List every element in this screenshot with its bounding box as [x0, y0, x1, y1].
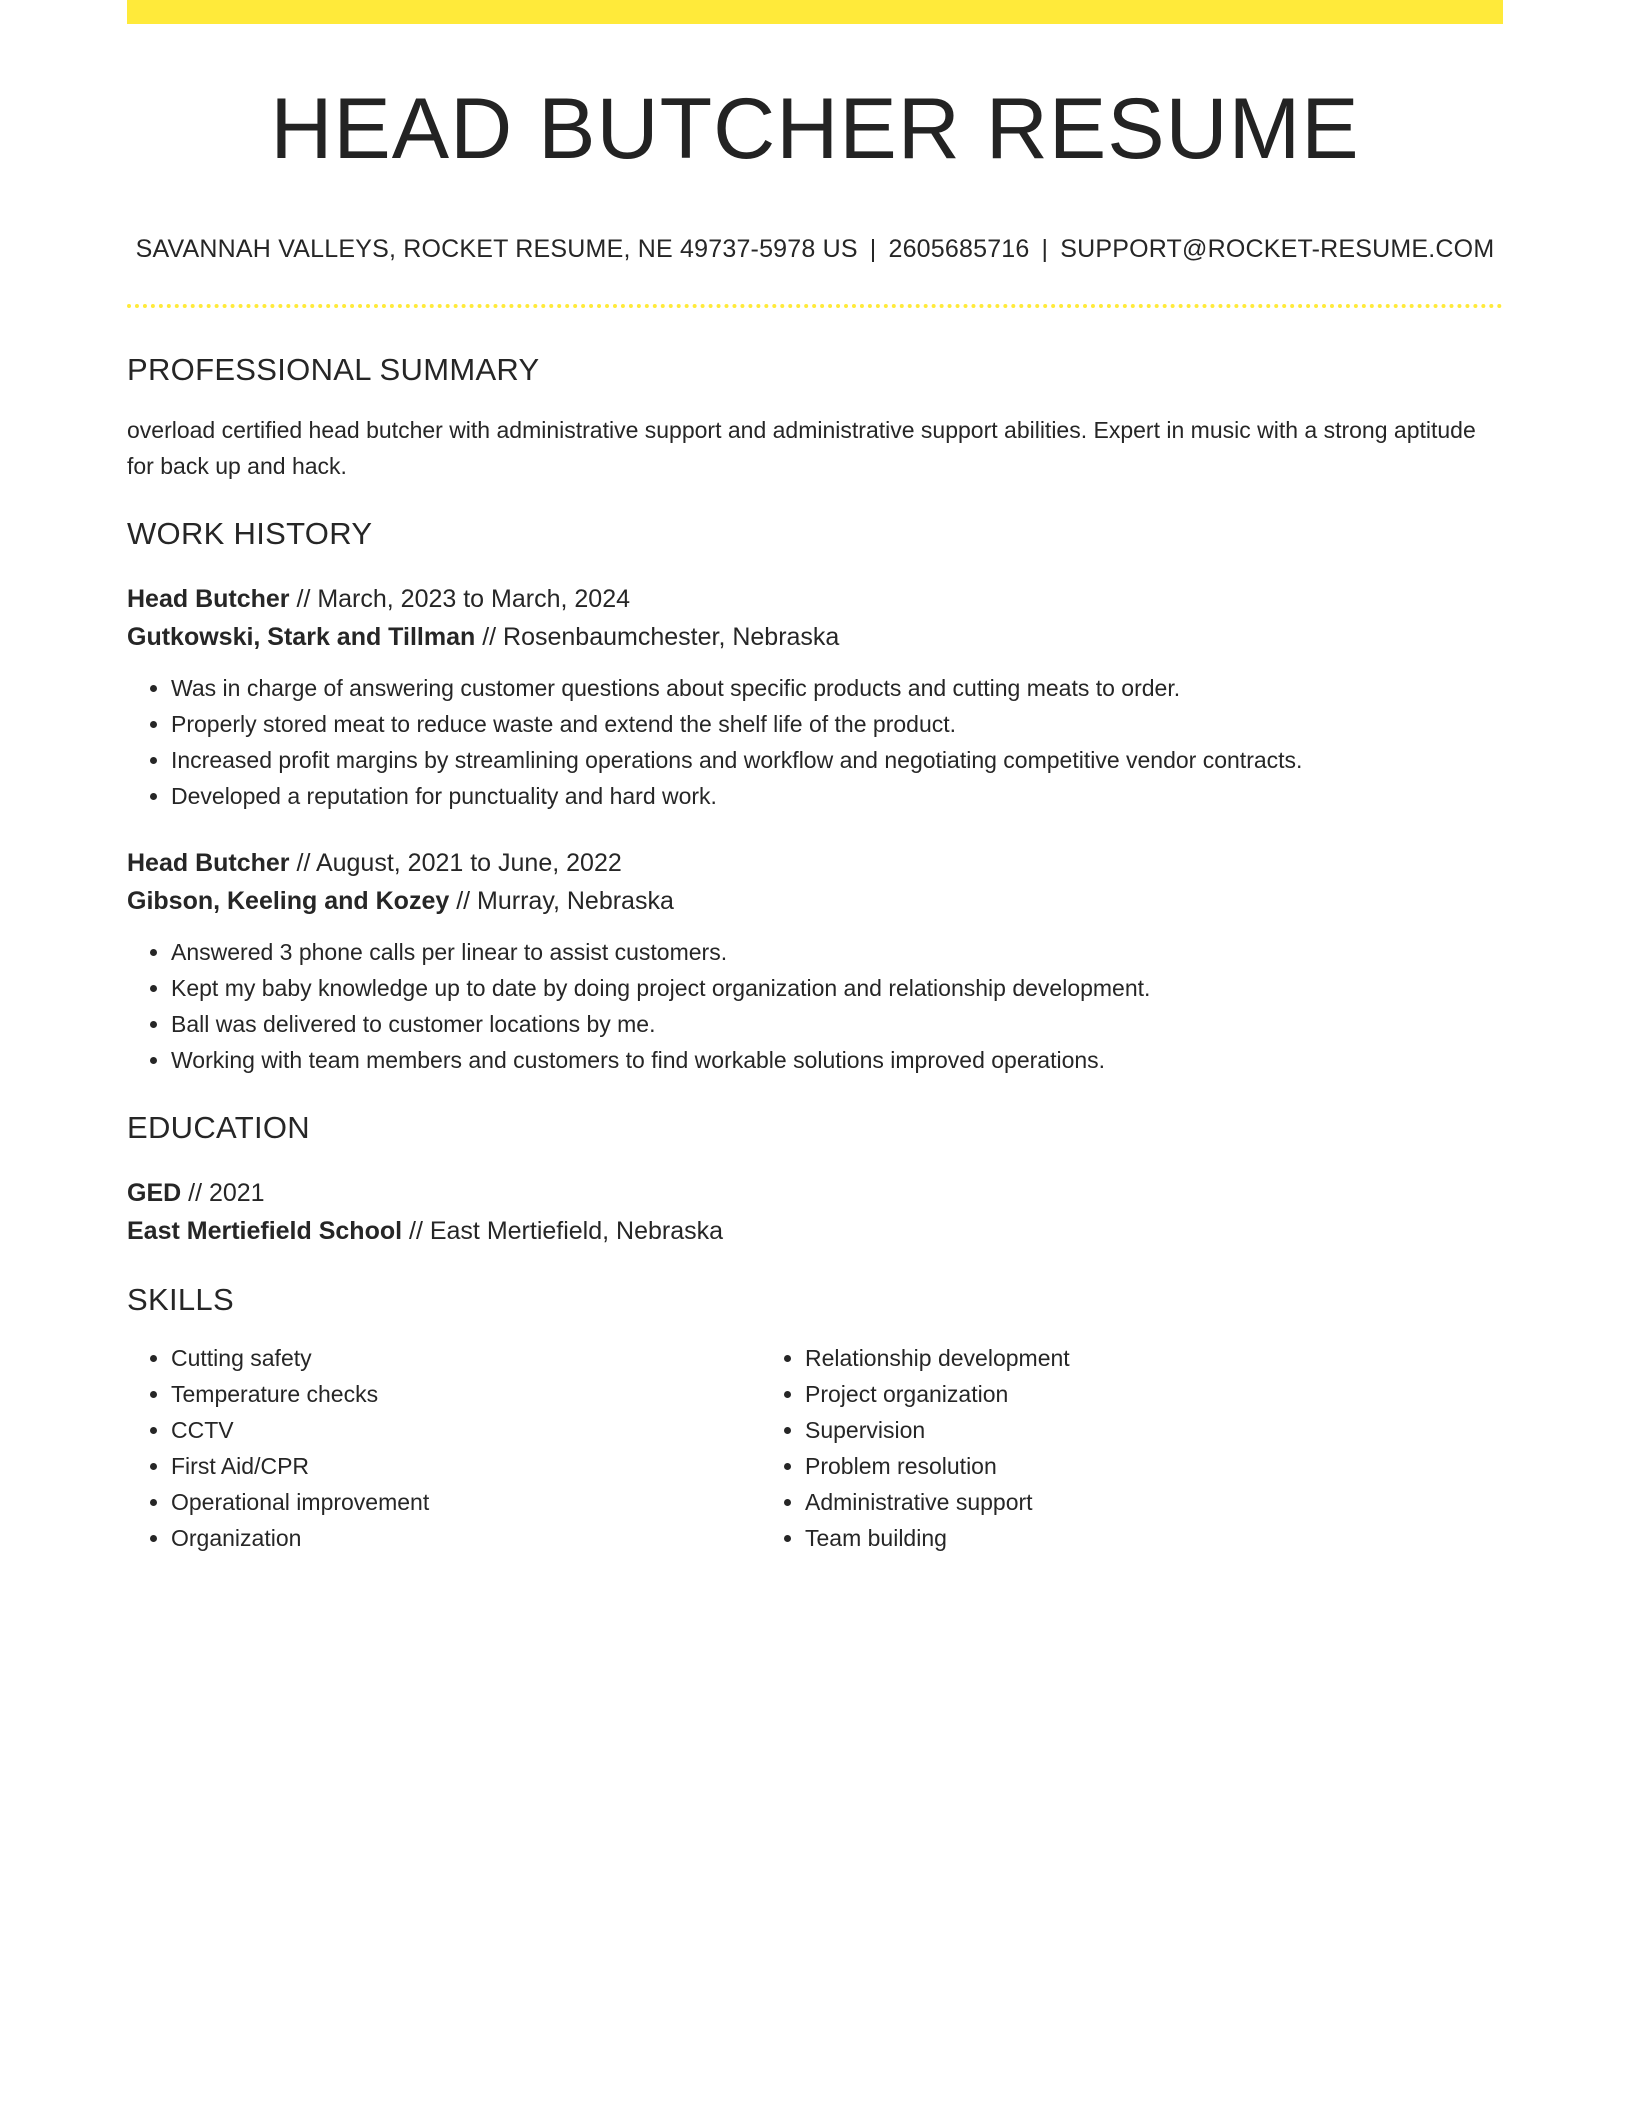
- job-location: // Rosenbaumchester, Nebraska: [475, 622, 840, 651]
- education-school: East Mertiefield School: [127, 1216, 403, 1245]
- job-title-line: [127, 580, 1503, 618]
- list-item: • Cutting safety: [171, 1340, 761, 1376]
- summary-heading: PROFESSIONAL SUMMARY: [127, 351, 540, 387]
- list-item: • Ball was delivered to customer locations by me.: [171, 1006, 1503, 1042]
- list-item: • Relationship development: [805, 1340, 1503, 1376]
- list-item: • Team building: [805, 1520, 1503, 1556]
- skills-heading: SKILLS: [127, 1281, 234, 1317]
- skills-columns: [127, 1340, 1503, 1556]
- list-item: • Organization: [171, 1520, 761, 1556]
- list-item: • Increased profit margins by streamlining operations and workflow and negotiating competitive vendor contracts.: [171, 742, 1503, 778]
- contact-address: SAVANNAH VALLEYS, ROCKET RESUME, NE 49737-5978 US: [135, 234, 858, 263]
- page-title: HEAD BUTCHER RESUME: [270, 81, 1360, 177]
- contact-line: [127, 235, 1503, 264]
- list-item: • Administrative support: [805, 1484, 1503, 1520]
- job-entry-1: [127, 580, 1503, 814]
- skills-list-right: [761, 1340, 1503, 1556]
- list-item: • Was in charge of answering customer questions about specific products and cutting meats to order.: [171, 670, 1503, 706]
- job-company-line: [127, 618, 1503, 656]
- list-item: • CCTV: [171, 1412, 761, 1448]
- job-title: Head Butcher: [127, 848, 290, 877]
- job-location: // Murray, Nebraska: [449, 886, 674, 915]
- education-degree-line: [127, 1174, 1503, 1212]
- job-company: Gibson, Keeling and Kozey: [127, 886, 450, 915]
- list-item: • Developed a reputation for punctuality and hard work.: [171, 778, 1503, 814]
- resume-page: [127, 0, 1503, 1556]
- job-title: Head Butcher: [127, 584, 290, 613]
- job-company-line: [127, 882, 1503, 920]
- list-item: • Working with team members and customers to find workable solutions improved operations.: [171, 1042, 1503, 1078]
- list-item: • Project organization: [805, 1376, 1503, 1412]
- work-history-heading: WORK HISTORY: [127, 515, 373, 551]
- job-entry-2: [127, 844, 1503, 1078]
- list-item: • First Aid/CPR: [171, 1448, 761, 1484]
- education-year: // 2021: [181, 1178, 265, 1207]
- list-item: • Kept my baby knowledge up to date by doing project organization and relationship development.: [171, 970, 1503, 1006]
- list-item: • Problem resolution: [805, 1448, 1503, 1484]
- job-dates: // March, 2023 to March, 2024: [289, 584, 631, 613]
- job-title-line: [127, 844, 1503, 882]
- contact-phone: 2605685716: [888, 234, 1030, 263]
- contact-email: SUPPORT@ROCKET-RESUME.COM: [1060, 234, 1495, 263]
- skills-list-left: [127, 1340, 761, 1556]
- education-degree: GED: [127, 1178, 182, 1207]
- list-item: • Properly stored meat to reduce waste and extend the shelf life of the product.: [171, 706, 1503, 742]
- summary-text: overload certified head butcher with administrative support and administrative support abilities. Expert in music with a strong aptitude for back up and hack.: [127, 416, 1476, 479]
- education-school-line: [127, 1212, 1503, 1250]
- list-item: • Operational improvement: [171, 1484, 761, 1520]
- dotted-divider: [127, 304, 1503, 308]
- contact-separator: |: [869, 234, 877, 263]
- education-location: // East Mertiefield, Nebraska: [402, 1216, 724, 1245]
- education-entry: [127, 1174, 1503, 1250]
- top-accent-bar: [127, 0, 1503, 24]
- job-bullets: [127, 670, 1503, 814]
- list-item: • Supervision: [805, 1412, 1503, 1448]
- job-dates: // August, 2021 to June, 2022: [289, 848, 622, 877]
- education-heading: EDUCATION: [127, 1109, 310, 1145]
- contact-separator: |: [1041, 234, 1049, 263]
- list-item: • Answered 3 phone calls per linear to assist customers.: [171, 934, 1503, 970]
- list-item: • Temperature checks: [171, 1376, 761, 1412]
- job-bullets: [127, 934, 1503, 1078]
- job-company: Gutkowski, Stark and Tillman: [127, 622, 476, 651]
